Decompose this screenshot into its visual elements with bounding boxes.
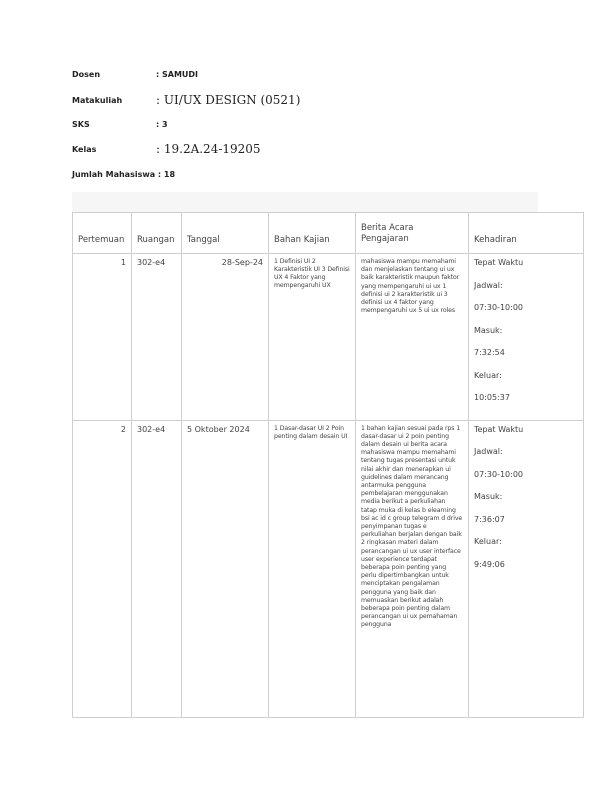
cell-kehadiran [469,420,584,717]
cell-tanggal: 28-Sep-24 [182,254,269,421]
kehadiran-status: Tepat Waktu [474,258,524,267]
table-header-row [73,213,584,254]
cell-bahan-kajian: 1 Definisi UI 2 Karakteristik UI 3 Definisi UX 4 Faktor yang mempengaruhi UX [269,254,356,421]
cell-pertemuan: 1 [73,254,132,421]
dosen-value: : SAMUDI [156,70,199,79]
kehadiran-keluar-value: 10:05:37 [474,393,510,402]
attendance-table [72,212,584,718]
berita-text: mahasiswa mampu memahami dan menjelaskan tentang ui ux baik karakteristik maupun faktor yang mempengaruhi ui ux 1 definisi ui 2 karakteristik ui 3 definisi ux 4 faktor yang mempengaruhi ux 5 ui ux roles [361,258,460,315]
table-top-shade [72,192,538,212]
kelas-value: : 19.2A.24-19205 [156,142,261,156]
kehadiran-jadwal-value: 07:30-10:00 [474,469,523,479]
matakuliah-value: : UI/UX DESIGN (0521) [156,93,301,107]
kehadiran-jadwal-label: Jadwal: [474,447,503,456]
kehadiran-masuk-value: 7:32:54 [474,348,505,357]
kehadiran-jadwal-value: 07:30-10:00 [474,303,523,312]
matakuliah-label: Matakuliah [72,96,123,105]
header-bahan-kajian: Bahan Kajian [269,213,356,254]
cell-ruangan: 302-e4 [132,254,182,421]
kehadiran-keluar-label: Keluar: [474,537,502,546]
header-ruangan: Ruangan [132,213,182,254]
table-row [73,420,584,717]
header-berita-line2: Pengajaran [361,234,409,244]
cell-bahan-kajian: 1 Dasar-dasar UI 2 Poin penting dalam desain UI [269,420,356,717]
sks-label: SKS [72,120,90,129]
kehadiran-jadwal-label: Jadwal: [474,280,503,290]
kehadiran-masuk-label: Masuk: [474,325,503,335]
kehadiran-status: Tepat Waktu [474,424,524,434]
kehadiran-keluar-label: Keluar: [474,370,502,380]
berita-text: 1 bahan kajian sesuai pada rps 1 dasar-dasar ui 2 poin penting dalam desain ui berita acara mahasiswa mampu memahami tentang tugas presentasi untuk nilai akhir dan menerapkan ui guidelines dalam merancang antarmuka pengguna pembelajaran menggunakan media berikut a perkuliahan tatap muka di kelas b elearning bsi ac id c group telegram d drive penyimpanan tugas e perkuliahan berjalan dengan baik 2 ringkasan materi dalam perancangan ui ux user interface user experience terdapat beberapa poin penting yang perlu dipertimbangkan untuk menciptakan pengalaman pengguna yang baik dan memuaskan berikut adalah beberapa poin penting dalam perancangan ui ux pemahaman pengguna [361,424,463,629]
dosen-label: Dosen [72,70,101,79]
cell-pertemuan: 2 [73,420,132,717]
kehadiran-keluar-value: 9:49:06 [474,559,505,569]
cell-ruangan: 302-e4 [132,420,182,717]
cell-berita-acara [356,254,469,421]
header-berita-line1: Berita Acara [361,223,414,233]
header-pertemuan: Pertemuan [73,213,132,254]
kehadiran-masuk-value: 7:36:07 [474,514,505,524]
table-row [73,254,584,421]
sks-value: : 3 [156,120,168,129]
cell-berita-acara [356,420,469,717]
kelas-label: Kelas [72,145,97,154]
cell-tanggal: 5 Oktober 2024 [182,420,269,717]
kehadiran-masuk-label: Masuk: [474,492,503,501]
header-tanggal: Tanggal [182,213,269,254]
jumlah-mahasiswa: Jumlah Mahasiswa : 18 [72,170,176,179]
header-berita-acara [356,213,469,254]
header-kehadiran: Kehadiran [469,213,584,254]
cell-kehadiran [469,254,584,421]
